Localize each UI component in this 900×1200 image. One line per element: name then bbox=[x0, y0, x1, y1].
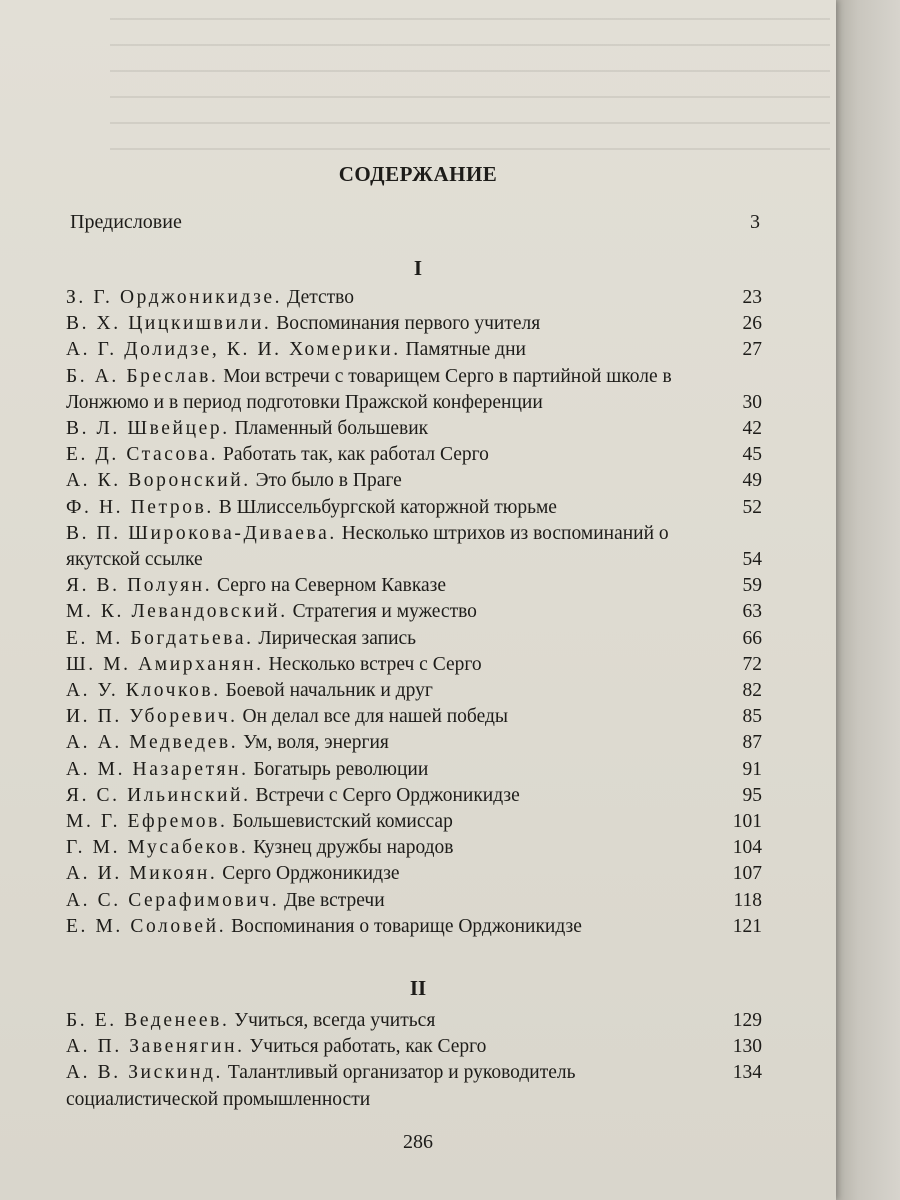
entry-page: 42 bbox=[742, 418, 762, 440]
entry-page: 104 bbox=[732, 837, 762, 859]
toc-entry bbox=[66, 1034, 762, 1060]
entry-title: Учиться, всегда учиться bbox=[234, 1010, 436, 1031]
entry-title: Детство bbox=[287, 287, 354, 308]
entry-author: А. С. Серафимович. bbox=[66, 889, 280, 911]
entry-author: А. А. Медведев. bbox=[66, 732, 239, 754]
entry-page: 107 bbox=[732, 863, 762, 885]
entry-author: Г. М. Мусабеков. bbox=[66, 837, 249, 859]
preface-label: Предисловие bbox=[70, 211, 182, 233]
entry-author: Ф. Н. Петров. bbox=[66, 496, 214, 518]
entry-author: М. Г. Ефремов. bbox=[66, 811, 228, 833]
entry-author: Б. А. Бреслав. bbox=[66, 365, 219, 387]
toc-entry bbox=[66, 468, 762, 494]
entry-title: Талантливый организатор и руководитель социалистической промышленности bbox=[66, 1062, 576, 1110]
toc-entry bbox=[66, 730, 762, 756]
toc-entry bbox=[66, 416, 762, 442]
entry-page: 26 bbox=[742, 313, 762, 335]
toc-section-2 bbox=[66, 1008, 762, 1113]
entry-author: В. Х. Цицкишвили. bbox=[66, 313, 272, 335]
entry-page: 130 bbox=[732, 1036, 762, 1058]
entry-page: 52 bbox=[742, 496, 762, 518]
toc-entry bbox=[66, 835, 762, 861]
toc-entry bbox=[66, 678, 762, 704]
entry-title: Встречи с Серго Орджоникидзе bbox=[255, 784, 520, 806]
page-title: СОДЕРЖАНИЕ bbox=[338, 162, 498, 186]
entry-title: Две встречи bbox=[284, 889, 385, 911]
entry-title: Серго на Северном Кавказе bbox=[217, 575, 447, 597]
toc-entry bbox=[66, 1008, 762, 1034]
entry-author: А. В. Зискинд. bbox=[66, 1062, 223, 1084]
entry-page: 45 bbox=[742, 444, 762, 466]
entry-author: А. М. Назаретян. bbox=[66, 758, 249, 780]
entry-page: 118 bbox=[733, 889, 762, 911]
toc-entry bbox=[66, 285, 762, 311]
entry-author: В. Л. Швейцер. bbox=[66, 418, 230, 440]
entry-author: А. Г. Долидзе, К. И. Хомерики. bbox=[66, 339, 401, 361]
entry-title: Несколько встреч с Серго bbox=[268, 653, 482, 675]
entry-page: 30 bbox=[742, 391, 762, 413]
entry-title: Кузнец дружбы народов bbox=[253, 837, 454, 859]
toc-entry bbox=[66, 809, 762, 835]
entry-title: В Шлиссельбургской каторжной тюрьме bbox=[218, 496, 557, 518]
toc-entry bbox=[66, 888, 762, 914]
toc-entry bbox=[66, 1060, 762, 1112]
toc-section-1 bbox=[66, 285, 762, 940]
preface-page: 3 bbox=[750, 211, 760, 233]
entry-page: 95 bbox=[742, 784, 762, 806]
toc-entry bbox=[66, 861, 762, 887]
toc-entry bbox=[66, 652, 762, 678]
toc-entry bbox=[66, 573, 762, 599]
entry-page: 23 bbox=[742, 287, 762, 308]
entry-title: Пламенный большевик bbox=[234, 418, 429, 440]
entry-title: Мои встречи с товарищем Серго в партийной школе в Лонжюмо и в период подготовки Пражской конференции bbox=[66, 365, 672, 413]
entry-author: А. У. Клочков. bbox=[66, 680, 221, 702]
section-numeral-1: I bbox=[413, 256, 423, 280]
entry-author: Е. М. Богдатьева. bbox=[66, 627, 254, 649]
entry-author: И. П. Уборевич. bbox=[66, 706, 238, 728]
toc-entry bbox=[66, 783, 762, 809]
entry-title: Он делал все для нашей победы bbox=[242, 706, 509, 728]
entry-page: 82 bbox=[742, 680, 762, 702]
entry-author: Я. С. Ильинский. bbox=[66, 784, 251, 806]
show-through-text bbox=[110, 0, 830, 150]
entry-author: Я. В. Полуян. bbox=[66, 575, 213, 597]
entry-author: З. Г. Орджоникидзе. bbox=[66, 287, 283, 308]
entry-title: Воспоминания о товарище Орджоникидзе bbox=[231, 915, 582, 937]
entry-page: 63 bbox=[742, 601, 762, 623]
toc-entry bbox=[66, 364, 762, 416]
entry-page: 134 bbox=[732, 1062, 762, 1084]
toc-entry-preface bbox=[70, 211, 760, 234]
toc-entry bbox=[66, 495, 762, 521]
entry-author: Е. Д. Стасова. bbox=[66, 444, 219, 466]
entry-title: Богатырь революции bbox=[253, 758, 429, 780]
toc-entry bbox=[66, 626, 762, 652]
entry-page: 87 bbox=[742, 732, 762, 754]
entry-title: Стратегия и мужество bbox=[292, 601, 477, 623]
entry-author: А. И. Микоян. bbox=[66, 863, 218, 885]
entry-title: Ум, воля, энергия bbox=[243, 732, 389, 754]
entry-title: Боевой начальник и друг bbox=[225, 680, 433, 702]
section-numeral-2: II bbox=[409, 976, 427, 1000]
entry-title: Учиться работать, как Серго bbox=[249, 1036, 487, 1058]
entry-author: Ш. М. Амирханян. bbox=[66, 653, 264, 675]
entry-title: Работать так, как работал Серго bbox=[223, 444, 489, 466]
entry-page: 59 bbox=[742, 575, 762, 597]
toc-entry bbox=[66, 311, 762, 337]
entry-page: 121 bbox=[732, 915, 762, 937]
entry-title: Памятные дни bbox=[405, 339, 526, 361]
toc-entry bbox=[66, 757, 762, 783]
page-number: 286 bbox=[403, 1131, 433, 1153]
entry-author: М. К. Левандовский. bbox=[66, 601, 288, 623]
entry-author: Б. Е. Веденеев. bbox=[66, 1010, 230, 1031]
background-surface bbox=[830, 0, 900, 1200]
entry-title: Воспоминания первого учителя bbox=[276, 313, 541, 335]
entry-page: 129 bbox=[732, 1010, 762, 1031]
entry-page: 72 bbox=[742, 653, 762, 675]
toc-entry bbox=[66, 337, 762, 363]
toc-entry bbox=[66, 704, 762, 730]
toc-entry bbox=[66, 521, 762, 573]
entry-title: Большевистский комиссар bbox=[232, 811, 453, 833]
entry-author: А. П. Завенягин. bbox=[66, 1036, 245, 1058]
entry-author: В. П. Широкова-Диваева. bbox=[66, 522, 337, 544]
entry-title: Лирическая запись bbox=[258, 627, 417, 649]
entry-page: 66 bbox=[742, 627, 762, 649]
entry-title: Серго Орджоникидзе bbox=[222, 863, 400, 885]
entry-page: 54 bbox=[742, 549, 762, 571]
toc-entry bbox=[66, 442, 762, 468]
entry-page: 85 bbox=[742, 706, 762, 728]
entry-page: 27 bbox=[742, 339, 762, 361]
entry-page: 49 bbox=[742, 470, 762, 492]
toc-entry bbox=[66, 914, 762, 940]
entry-page: 91 bbox=[742, 758, 762, 780]
entry-author: Е. М. Соловей. bbox=[66, 915, 227, 937]
entry-title: Это было в Праге bbox=[255, 470, 402, 492]
entry-author: А. К. Воронский. bbox=[66, 470, 251, 492]
toc-entry bbox=[66, 599, 762, 625]
entry-page: 101 bbox=[732, 811, 762, 833]
entry-title: Несколько штрихов из воспоминаний о якутской ссылке bbox=[66, 522, 669, 571]
